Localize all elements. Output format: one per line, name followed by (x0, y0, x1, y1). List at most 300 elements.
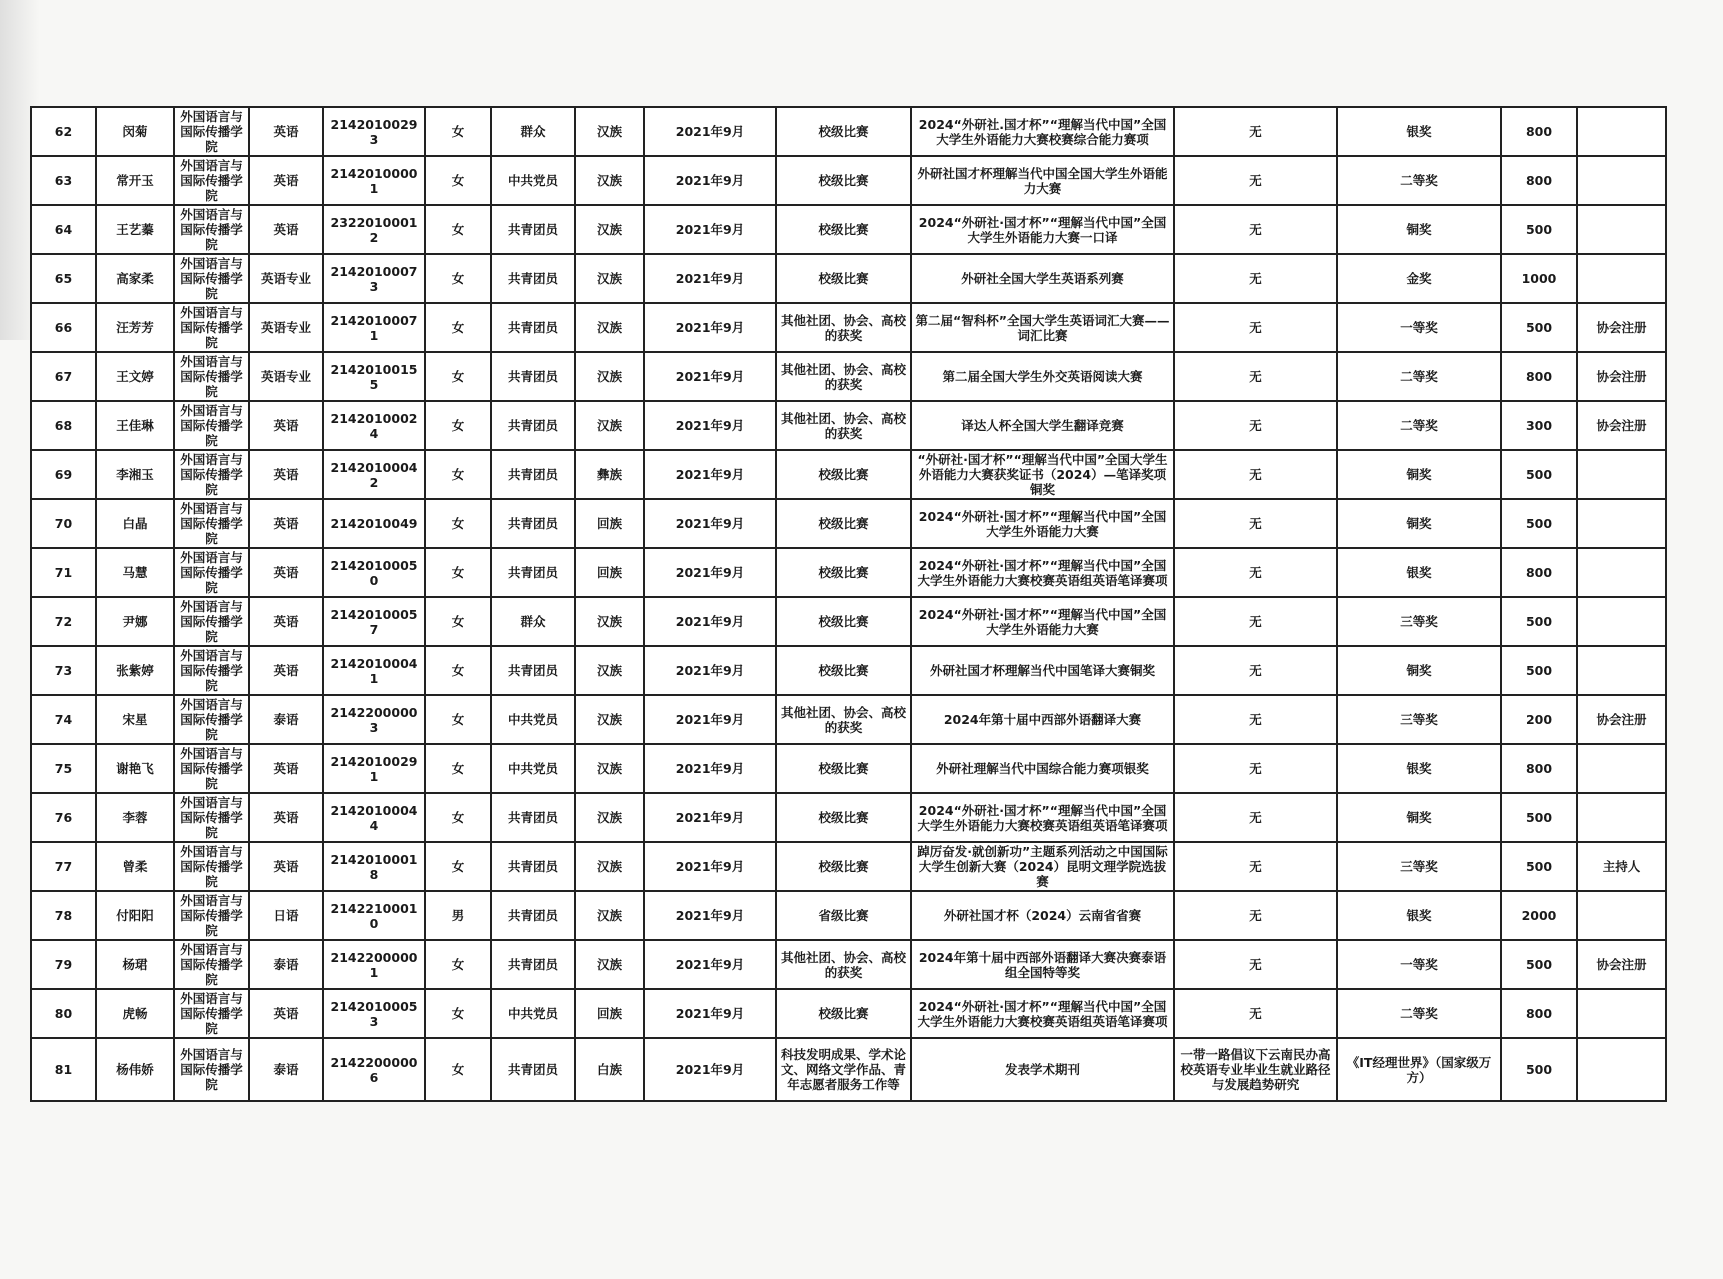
college-cell: 外国语言与国际传播学院 (174, 303, 249, 352)
gender-cell: 女 (425, 548, 491, 597)
student-id-cell: 21420100041 (323, 646, 425, 695)
college-cell: 外国语言与国际传播学院 (174, 744, 249, 793)
row-number-cell: 68 (31, 401, 96, 450)
remark-cell (1577, 548, 1666, 597)
student-id-cell: 21420100001 (323, 156, 425, 205)
table-row (31, 1038, 1666, 1101)
remark-cell: 协会注册 (1577, 695, 1666, 744)
award-name-cell: 2024“外研社·国才杯”“理解当代中国”全国大学生外语能力大赛 (911, 499, 1174, 548)
table-row (31, 499, 1666, 548)
student-name-cell: 王文婷 (96, 352, 174, 401)
student-id-cell: 21422000001 (323, 940, 425, 989)
award-name-cell: 外研社全国大学生英语系列赛 (911, 254, 1174, 303)
row-number-cell: 78 (31, 891, 96, 940)
remark-cell: 协会注册 (1577, 940, 1666, 989)
gender-cell: 男 (425, 891, 491, 940)
amount-cell: 800 (1501, 107, 1577, 156)
student-id-cell: 21420100057 (323, 597, 425, 646)
student-name-cell: 闵菊 (96, 107, 174, 156)
ethnicity-cell: 汉族 (575, 891, 644, 940)
table-row (31, 254, 1666, 303)
college-cell: 外国语言与国际传播学院 (174, 450, 249, 499)
ethnicity-cell: 汉族 (575, 205, 644, 254)
college-cell: 外国语言与国际传播学院 (174, 695, 249, 744)
political-status-cell: 中共党员 (491, 744, 575, 793)
award-category-cell: 校级比赛 (776, 450, 911, 499)
paper-title-cell: 无 (1174, 842, 1337, 891)
award-name-cell: 踔厉奋发·就创新功”主题系列活动之中国国际大学生创新大赛（2024）昆明文理学院选拔赛 (911, 842, 1174, 891)
award-category-cell: 科技发明成果、学术论文、网络文学作品、青年志愿者服务工作等 (776, 1038, 911, 1101)
student-name-cell: 汪芳芳 (96, 303, 174, 352)
gender-cell: 女 (425, 1038, 491, 1101)
amount-cell: 800 (1501, 156, 1577, 205)
award-level-cell: 铜奖 (1337, 646, 1501, 695)
remark-cell (1577, 597, 1666, 646)
major-cell: 英语 (249, 450, 323, 499)
college-cell: 外国语言与国际传播学院 (174, 254, 249, 303)
remark-cell (1577, 156, 1666, 205)
major-cell: 泰语 (249, 940, 323, 989)
paper-title-cell: 无 (1174, 646, 1337, 695)
award-name-cell: 2024年第十届中西部外语翻译大赛 (911, 695, 1174, 744)
political-status-cell: 中共党员 (491, 156, 575, 205)
award-name-cell: 2024“外研社·国才杯”“理解当代中国”全国大学生外语能力大赛一口译 (911, 205, 1174, 254)
enrollment-date-cell: 2021年9月 (644, 499, 776, 548)
student-id-cell: 21420100024 (323, 401, 425, 450)
remark-cell (1577, 450, 1666, 499)
ethnicity-cell: 汉族 (575, 156, 644, 205)
award-category-cell: 校级比赛 (776, 793, 911, 842)
enrollment-date-cell: 2021年9月 (644, 891, 776, 940)
student-name-cell: 马慧 (96, 548, 174, 597)
political-status-cell: 中共党员 (491, 695, 575, 744)
enrollment-date-cell: 2021年9月 (644, 205, 776, 254)
political-status-cell: 共青团员 (491, 891, 575, 940)
amount-cell: 2000 (1501, 891, 1577, 940)
award-name-cell: “外研社·国才杯”“理解当代中国”全国大学生外语能力大赛获奖证书（2024）—笔译奖项铜奖 (911, 450, 1174, 499)
award-name-cell: 2024“外研社·国才杯”“理解当代中国”全国大学生外语能力大赛校赛英语组英语笔译赛项 (911, 793, 1174, 842)
paper-title-cell: 无 (1174, 303, 1337, 352)
remark-cell (1577, 1038, 1666, 1101)
college-cell: 外国语言与国际传播学院 (174, 940, 249, 989)
enrollment-date-cell: 2021年9月 (644, 548, 776, 597)
table-row (31, 891, 1666, 940)
award-name-cell: 外研社国才杯理解当代中国笔译大赛铜奖 (911, 646, 1174, 695)
award-category-cell: 校级比赛 (776, 646, 911, 695)
row-number-cell: 63 (31, 156, 96, 205)
enrollment-date-cell: 2021年9月 (644, 989, 776, 1038)
student-id-cell: 21420100071 (323, 303, 425, 352)
ethnicity-cell: 汉族 (575, 744, 644, 793)
remark-cell (1577, 989, 1666, 1038)
political-status-cell: 共青团员 (491, 352, 575, 401)
amount-cell: 800 (1501, 352, 1577, 401)
award-category-cell: 其他社团、协会、高校的获奖 (776, 352, 911, 401)
table-row (31, 548, 1666, 597)
college-cell: 外国语言与国际传播学院 (174, 891, 249, 940)
gender-cell: 女 (425, 940, 491, 989)
major-cell: 英语专业 (249, 303, 323, 352)
paper-title-cell: 无 (1174, 940, 1337, 989)
college-cell: 外国语言与国际传播学院 (174, 401, 249, 450)
ethnicity-cell: 彝族 (575, 450, 644, 499)
gender-cell: 女 (425, 646, 491, 695)
award-level-cell: 金奖 (1337, 254, 1501, 303)
ethnicity-cell: 回族 (575, 548, 644, 597)
award-category-cell: 校级比赛 (776, 205, 911, 254)
student-name-cell: 虎畅 (96, 989, 174, 1038)
amount-cell: 500 (1501, 1038, 1577, 1101)
award-level-cell: 三等奖 (1337, 842, 1501, 891)
gender-cell: 女 (425, 156, 491, 205)
table-row (31, 744, 1666, 793)
award-level-cell: 铜奖 (1337, 793, 1501, 842)
major-cell: 英语 (249, 548, 323, 597)
student-id-cell: 2142010049 (323, 499, 425, 548)
amount-cell: 500 (1501, 940, 1577, 989)
major-cell: 英语 (249, 793, 323, 842)
award-name-cell: 2024“外研社·国才杯”“理解当代中国”全国大学生外语能力大赛校赛英语组英语笔译赛项 (911, 548, 1174, 597)
major-cell: 英语 (249, 646, 323, 695)
major-cell: 英语专业 (249, 254, 323, 303)
enrollment-date-cell: 2021年9月 (644, 842, 776, 891)
political-status-cell: 共青团员 (491, 548, 575, 597)
enrollment-date-cell: 2021年9月 (644, 597, 776, 646)
college-cell: 外国语言与国际传播学院 (174, 842, 249, 891)
award-level-cell: 一等奖 (1337, 940, 1501, 989)
student-name-cell: 付阳阳 (96, 891, 174, 940)
enrollment-date-cell: 2021年9月 (644, 303, 776, 352)
paper-title-cell: 无 (1174, 597, 1337, 646)
political-status-cell: 中共党员 (491, 989, 575, 1038)
enrollment-date-cell: 2021年9月 (644, 744, 776, 793)
college-cell: 外国语言与国际传播学院 (174, 597, 249, 646)
ethnicity-cell: 回族 (575, 989, 644, 1038)
award-name-cell: 第二届全国大学生外交英语阅读大赛 (911, 352, 1174, 401)
ethnicity-cell: 汉族 (575, 107, 644, 156)
student-name-cell: 宋星 (96, 695, 174, 744)
row-number-cell: 62 (31, 107, 96, 156)
award-level-cell: 三等奖 (1337, 695, 1501, 744)
enrollment-date-cell: 2021年9月 (644, 352, 776, 401)
row-number-cell: 71 (31, 548, 96, 597)
amount-cell: 200 (1501, 695, 1577, 744)
political-status-cell: 共青团员 (491, 401, 575, 450)
major-cell: 英语专业 (249, 352, 323, 401)
award-level-cell: 二等奖 (1337, 156, 1501, 205)
student-name-cell: 李湘玉 (96, 450, 174, 499)
major-cell: 英语 (249, 744, 323, 793)
student-name-cell: 曾柔 (96, 842, 174, 891)
award-level-cell: 铜奖 (1337, 499, 1501, 548)
award-category-cell: 校级比赛 (776, 254, 911, 303)
remark-cell (1577, 499, 1666, 548)
paper-title-cell: 无 (1174, 156, 1337, 205)
ethnicity-cell: 汉族 (575, 842, 644, 891)
paper-title-cell: 无 (1174, 107, 1337, 156)
table-row (31, 352, 1666, 401)
award-level-cell: 二等奖 (1337, 352, 1501, 401)
gender-cell: 女 (425, 793, 491, 842)
award-level-cell: 银奖 (1337, 548, 1501, 597)
award-level-cell: 二等奖 (1337, 989, 1501, 1038)
student-name-cell: 王艺蓁 (96, 205, 174, 254)
paper-title-cell: 无 (1174, 450, 1337, 499)
award-category-cell: 校级比赛 (776, 548, 911, 597)
table-row (31, 695, 1666, 744)
award-level-cell: 铜奖 (1337, 205, 1501, 254)
gender-cell: 女 (425, 989, 491, 1038)
student-id-cell: 21420100073 (323, 254, 425, 303)
political-status-cell: 共青团员 (491, 1038, 575, 1101)
ethnicity-cell: 汉族 (575, 940, 644, 989)
award-category-cell: 校级比赛 (776, 156, 911, 205)
college-cell: 外国语言与国际传播学院 (174, 793, 249, 842)
gender-cell: 女 (425, 205, 491, 254)
political-status-cell: 共青团员 (491, 842, 575, 891)
enrollment-date-cell: 2021年9月 (644, 156, 776, 205)
gender-cell: 女 (425, 695, 491, 744)
college-cell: 外国语言与国际传播学院 (174, 989, 249, 1038)
amount-cell: 500 (1501, 842, 1577, 891)
award-category-cell: 其他社团、协会、高校的获奖 (776, 401, 911, 450)
remark-cell: 协会注册 (1577, 401, 1666, 450)
paper-title-cell: 无 (1174, 401, 1337, 450)
row-number-cell: 64 (31, 205, 96, 254)
award-name-cell: 外研社国才杯（2024）云南省省赛 (911, 891, 1174, 940)
table-row (31, 597, 1666, 646)
ethnicity-cell: 汉族 (575, 695, 644, 744)
award-category-cell: 其他社团、协会、高校的获奖 (776, 303, 911, 352)
paper-title-cell: 无 (1174, 695, 1337, 744)
row-number-cell: 67 (31, 352, 96, 401)
row-number-cell: 77 (31, 842, 96, 891)
table-row (31, 842, 1666, 891)
award-category-cell: 校级比赛 (776, 842, 911, 891)
student-name-cell: 常开玉 (96, 156, 174, 205)
award-category-cell: 校级比赛 (776, 499, 911, 548)
college-cell: 外国语言与国际传播学院 (174, 548, 249, 597)
student-id-cell: 21420100293 (323, 107, 425, 156)
gender-cell: 女 (425, 254, 491, 303)
remark-cell (1577, 744, 1666, 793)
college-cell: 外国语言与国际传播学院 (174, 205, 249, 254)
paper-title-cell: 无 (1174, 548, 1337, 597)
row-number-cell: 75 (31, 744, 96, 793)
enrollment-date-cell: 2021年9月 (644, 940, 776, 989)
table-row (31, 303, 1666, 352)
ethnicity-cell: 汉族 (575, 352, 644, 401)
award-name-cell: 外研社理解当代中国综合能力赛项银奖 (911, 744, 1174, 793)
political-status-cell: 群众 (491, 597, 575, 646)
student-id-cell: 21422000006 (323, 1038, 425, 1101)
ethnicity-cell: 汉族 (575, 303, 644, 352)
political-status-cell: 共青团员 (491, 450, 575, 499)
remark-cell: 主持人 (1577, 842, 1666, 891)
major-cell: 泰语 (249, 1038, 323, 1101)
award-level-cell: 铜奖 (1337, 450, 1501, 499)
gender-cell: 女 (425, 499, 491, 548)
college-cell: 外国语言与国际传播学院 (174, 107, 249, 156)
paper-title-cell: 无 (1174, 989, 1337, 1038)
major-cell: 英语 (249, 842, 323, 891)
award-level-cell: 二等奖 (1337, 401, 1501, 450)
political-status-cell: 共青团员 (491, 254, 575, 303)
gender-cell: 女 (425, 401, 491, 450)
table-row (31, 156, 1666, 205)
gender-cell: 女 (425, 450, 491, 499)
student-awards-table (30, 106, 1667, 1102)
remark-cell: 协会注册 (1577, 303, 1666, 352)
amount-cell: 500 (1501, 646, 1577, 695)
gender-cell: 女 (425, 842, 491, 891)
table-row (31, 450, 1666, 499)
award-category-cell: 校级比赛 (776, 744, 911, 793)
award-name-cell: 发表学术期刊 (911, 1038, 1174, 1101)
student-id-cell: 21420100044 (323, 793, 425, 842)
table-row (31, 401, 1666, 450)
award-category-cell: 校级比赛 (776, 597, 911, 646)
gender-cell: 女 (425, 352, 491, 401)
award-category-cell: 省级比赛 (776, 891, 911, 940)
amount-cell: 1000 (1501, 254, 1577, 303)
political-status-cell: 共青团员 (491, 205, 575, 254)
remark-cell (1577, 107, 1666, 156)
political-status-cell: 共青团员 (491, 793, 575, 842)
award-name-cell: 2024“外研社·国才杯”“理解当代中国”全国大学生外语能力大赛 (911, 597, 1174, 646)
ethnicity-cell: 汉族 (575, 597, 644, 646)
row-number-cell: 76 (31, 793, 96, 842)
student-id-cell: 21422100010 (323, 891, 425, 940)
enrollment-date-cell: 2021年9月 (644, 695, 776, 744)
enrollment-date-cell: 2021年9月 (644, 793, 776, 842)
major-cell: 日语 (249, 891, 323, 940)
student-name-cell: 谢艳飞 (96, 744, 174, 793)
remark-cell (1577, 891, 1666, 940)
paper-title-cell: 无 (1174, 352, 1337, 401)
ethnicity-cell: 汉族 (575, 401, 644, 450)
table-row (31, 793, 1666, 842)
enrollment-date-cell: 2021年9月 (644, 254, 776, 303)
major-cell: 英语 (249, 597, 323, 646)
enrollment-date-cell: 2021年9月 (644, 107, 776, 156)
student-name-cell: 高家柔 (96, 254, 174, 303)
row-number-cell: 69 (31, 450, 96, 499)
amount-cell: 500 (1501, 597, 1577, 646)
paper-title-cell: 无 (1174, 205, 1337, 254)
award-name-cell: 译达人杯全国大学生翻译竞赛 (911, 401, 1174, 450)
political-status-cell: 共青团员 (491, 940, 575, 989)
amount-cell: 500 (1501, 450, 1577, 499)
gender-cell: 女 (425, 107, 491, 156)
remark-cell (1577, 205, 1666, 254)
paper-title-cell: 无 (1174, 499, 1337, 548)
award-category-cell: 其他社团、协会、高校的获奖 (776, 940, 911, 989)
student-id-cell: 21420100050 (323, 548, 425, 597)
table-row (31, 989, 1666, 1038)
remark-cell (1577, 254, 1666, 303)
student-id-cell: 21420100291 (323, 744, 425, 793)
student-name-cell: 杨伟娇 (96, 1038, 174, 1101)
enrollment-date-cell: 2021年9月 (644, 1038, 776, 1101)
college-cell: 外国语言与国际传播学院 (174, 499, 249, 548)
college-cell: 外国语言与国际传播学院 (174, 1038, 249, 1101)
award-name-cell: 第二届“智科杯”全国大学生英语词汇大赛——词汇比赛 (911, 303, 1174, 352)
enrollment-date-cell: 2021年9月 (644, 646, 776, 695)
amount-cell: 500 (1501, 793, 1577, 842)
paper-title-cell: 无 (1174, 891, 1337, 940)
student-id-cell: 21420100053 (323, 989, 425, 1038)
amount-cell: 300 (1501, 401, 1577, 450)
row-number-cell: 66 (31, 303, 96, 352)
gender-cell: 女 (425, 303, 491, 352)
political-status-cell: 共青团员 (491, 499, 575, 548)
college-cell: 外国语言与国际传播学院 (174, 646, 249, 695)
major-cell: 英语 (249, 401, 323, 450)
table-row (31, 940, 1666, 989)
major-cell: 泰语 (249, 695, 323, 744)
amount-cell: 500 (1501, 303, 1577, 352)
award-name-cell: 2024“外研社·国才杯”“理解当代中国”全国大学生外语能力大赛校赛英语组英语笔译赛项 (911, 989, 1174, 1038)
political-status-cell: 共青团员 (491, 303, 575, 352)
amount-cell: 800 (1501, 548, 1577, 597)
enrollment-date-cell: 2021年9月 (644, 401, 776, 450)
ethnicity-cell: 回族 (575, 499, 644, 548)
college-cell: 外国语言与国际传播学院 (174, 156, 249, 205)
table-row (31, 107, 1666, 156)
student-name-cell: 王佳琳 (96, 401, 174, 450)
amount-cell: 500 (1501, 205, 1577, 254)
major-cell: 英语 (249, 499, 323, 548)
row-number-cell: 65 (31, 254, 96, 303)
remark-cell: 协会注册 (1577, 352, 1666, 401)
student-id-cell: 21422000003 (323, 695, 425, 744)
award-category-cell: 校级比赛 (776, 989, 911, 1038)
paper-title-cell: 无 (1174, 793, 1337, 842)
student-id-cell: 21420100042 (323, 450, 425, 499)
student-id-cell: 23220100012 (323, 205, 425, 254)
gender-cell: 女 (425, 744, 491, 793)
enrollment-date-cell: 2021年9月 (644, 450, 776, 499)
remark-cell (1577, 646, 1666, 695)
award-name-cell: 外研社国才杯理解当代中国全国大学生外语能力大赛 (911, 156, 1174, 205)
major-cell: 英语 (249, 205, 323, 254)
row-number-cell: 73 (31, 646, 96, 695)
award-level-cell: 银奖 (1337, 744, 1501, 793)
political-status-cell: 群众 (491, 107, 575, 156)
student-name-cell: 李蓉 (96, 793, 174, 842)
student-name-cell: 张紫婷 (96, 646, 174, 695)
ethnicity-cell: 汉族 (575, 793, 644, 842)
award-level-cell: 一等奖 (1337, 303, 1501, 352)
row-number-cell: 72 (31, 597, 96, 646)
row-number-cell: 70 (31, 499, 96, 548)
major-cell: 英语 (249, 156, 323, 205)
award-category-cell: 校级比赛 (776, 107, 911, 156)
paper-title-cell: 无 (1174, 744, 1337, 793)
award-level-cell: 《IT经理世界》（国家级万方） (1337, 1038, 1501, 1101)
amount-cell: 500 (1501, 499, 1577, 548)
award-level-cell: 三等奖 (1337, 597, 1501, 646)
amount-cell: 800 (1501, 744, 1577, 793)
table-row (31, 646, 1666, 695)
award-category-cell: 其他社团、协会、高校的获奖 (776, 695, 911, 744)
student-id-cell: 21420100018 (323, 842, 425, 891)
row-number-cell: 79 (31, 940, 96, 989)
political-status-cell: 共青团员 (491, 646, 575, 695)
paper-title-cell: 无 (1174, 254, 1337, 303)
student-name-cell: 杨珺 (96, 940, 174, 989)
